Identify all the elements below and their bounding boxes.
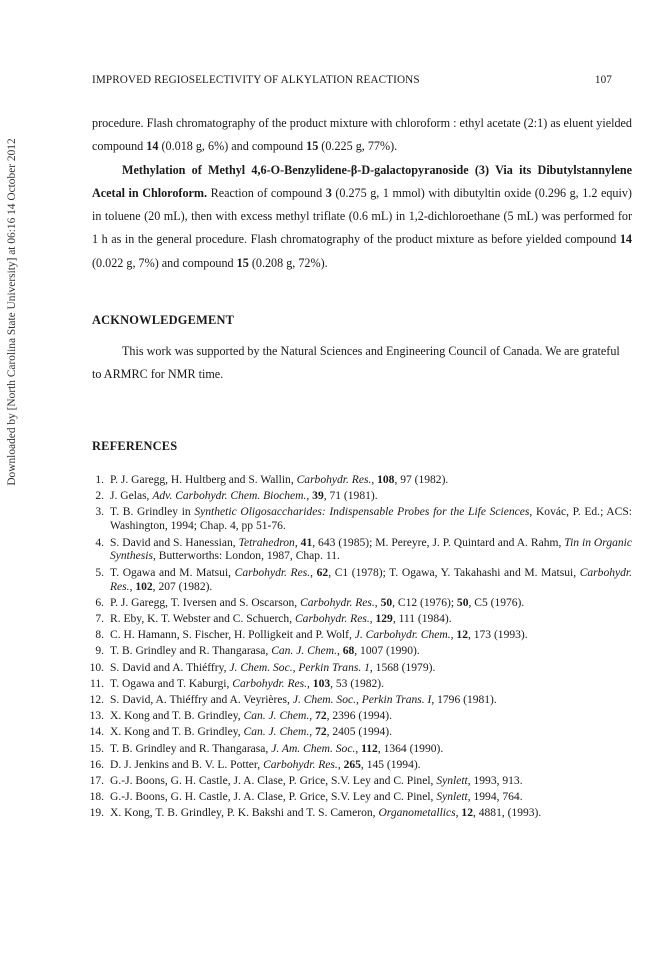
paragraph-procedure: procedure. Flash chromatography of the product mixture with chloroform : ethyl acetate (2:1) as eluent yielded compound 14 (0.018 g, 6%) and compound 15 (0.225 g, 77%). xyxy=(92,116,632,154)
reference-item: 15. T. B. Grindley and R. Thangarasa, J. Am. Chem. Soc., 112, 1364 (1990). xyxy=(89,742,444,755)
references-heading: REFERENCES xyxy=(92,439,178,453)
reference-number: 5. xyxy=(95,566,104,579)
running-title: IMPROVED REGIOSELECTIVITY OF ALKYLATION REACTIONS xyxy=(92,74,420,86)
reference-item: 18. G.-J. Boons, G. H. Castle, J. A. Clase, P. Grice, S.V. Ley and C. Pinel, Synlett, 1994, 764. xyxy=(89,791,523,804)
body-text xyxy=(92,112,632,275)
reference-number: 11. xyxy=(89,677,104,690)
section-run-in-heading: Methylation of Methyl 4,6-O-Benzylidene-β-D-galactopyranoside (3) Via its Dibutylstannylene Acetal in Chloroform. xyxy=(92,162,632,200)
reference-number: 19. xyxy=(89,807,104,820)
reference-number: 18. xyxy=(89,791,104,804)
page-number: 107 xyxy=(594,74,612,86)
reference-item: 2. J. Gelas, Adv. Carbohydr. Chem. Biochem., 39, 71 (1981). xyxy=(95,490,378,503)
reference-number: 6. xyxy=(95,596,104,609)
reference-item: 19. X. Kong, T. B. Grindley, P. K. Bakshi and T. S. Cameron, Organometallics, 12, 4881, (1993). xyxy=(89,807,542,820)
reference-item: 11. T. Ogawa and T. Kaburgi, Carbohydr. Res., 103, 53 (1982). xyxy=(89,677,385,690)
reference-number: 17. xyxy=(89,774,104,787)
reference-item: 12. S. David, A. Thiéffry and A. Veyrières, J. Chem. Soc., Perkin Trans. I, 1796 (1981). xyxy=(89,693,497,706)
reference-number: 12. xyxy=(89,693,104,706)
reference-number: 15. xyxy=(89,742,104,755)
reference-number: 2. xyxy=(95,490,104,503)
reference-item: 8. C. H. Hamann, S. Fischer, H. Polligkeit and P. Wolf, J. Carbohydr. Chem., 12, 173 (1993). xyxy=(95,629,528,642)
reference-number: 7. xyxy=(95,612,104,625)
reference-number: 10. xyxy=(89,661,104,674)
reference-number: 8. xyxy=(95,629,104,642)
paragraph-methylation: Methylation of Methyl 4,6-O-Benzylidene-β-D-galactopyranoside (3) Via its Dibutylstannylene Acetal in Chloroform. Reaction of compound 3 (0.275 g, 1 mmol) with dibutyltin oxide (0.296 g, 1.2 equiv) in toluene (20 mL), then with excess methyl triflate (0.6 mL) in 1,2-dichloroethane (5 mL) was performed for 1 h as in the general procedure. Flash chromatography of the product mixture as before yielded compound 14 (0.022 g, 7%) and compound 15 (0.208 g, 72%). xyxy=(92,162,632,270)
reference-item: 10. S. David and A. Thiéffry, J. Chem. Soc., Perkin Trans. 1, 1568 (1979). xyxy=(89,661,436,674)
reference-item: 5. T. Ogawa and M. Matsui, Carbohydr. Res., 62, C1 (1978); T. Ogawa, Y. Takahashi and M. Matsui, Carbohydr. Res., 102, 207 (1982). xyxy=(95,566,632,593)
reference-item: 4. S. David and S. Hanessian, Tetrahedron, 41, 643 (1985); M. Pereyre, J. P. Quintard and A. Rahm, Tin in Organic Synthesis, Butterworths: London, 1987, Chap. 11. xyxy=(95,536,632,563)
acknowledgement-text: This work was supported by the Natural Sciences and Engineering Council of Canada. We are grateful to ARMRC for NMR time. xyxy=(92,344,620,381)
reference-number: 1. xyxy=(95,474,104,486)
reference-item: 16. D. J. Jenkins and B. V. L. Potter, Carbohydr. Res., 265, 145 (1994). xyxy=(89,758,421,771)
reference-item: 1. P. J. Garegg, H. Hultberg and S. Wallin, Carbohydr. Res., 108, 97 (1982). xyxy=(95,474,449,486)
reference-item: 6. P. J. Garegg, T. Iversen and S. Oscarson, Carbohydr. Res., 50, C12 (1976); 50, C5 (1976). xyxy=(95,596,525,609)
acknowledgement-heading: ACKNOWLEDGEMENT xyxy=(92,313,235,327)
reference-number: 16. xyxy=(89,758,104,771)
reference-item: 13. X. Kong and T. B. Grindley, Can. J. Chem., 72, 2396 (1994). xyxy=(89,710,393,723)
reference-number: 14. xyxy=(89,726,104,739)
reference-item: 7. R. Eby, K. T. Webster and C. Schuerch, Carbohydr. Res., 129, 111 (1984). xyxy=(95,612,452,625)
reference-item: 14. X. Kong and T. B. Grindley, Can. J. Chem., 72, 2405 (1994). xyxy=(89,726,393,739)
download-watermark: Downloaded by [North Carolina State University] at 06:16 14 October 2012 xyxy=(6,138,18,486)
references-list xyxy=(89,474,632,824)
reference-item: 3. T. B. Grindley in Synthetic Oligosaccharides: Indispensable Probes for the Life Sciences, Kovác, P. Ed.; ACS: Washington, 1994; Chap. 4, pp 51-76. xyxy=(95,506,632,533)
reference-number: 13. xyxy=(89,710,104,723)
reference-item: 17. G.-J. Boons, G. H. Castle, J. A. Clase, P. Grice, S.V. Ley and C. Pinel, Synlett, 1993, 913. xyxy=(89,774,523,787)
reference-number: 4. xyxy=(95,536,104,549)
reference-number: 9. xyxy=(95,645,104,658)
running-header xyxy=(92,74,612,86)
reference-item: 9. T. B. Grindley and R. Thangarasa, Can. J. Chem., 68, 1007 (1990). xyxy=(95,645,420,658)
reference-number: 3. xyxy=(95,506,104,519)
